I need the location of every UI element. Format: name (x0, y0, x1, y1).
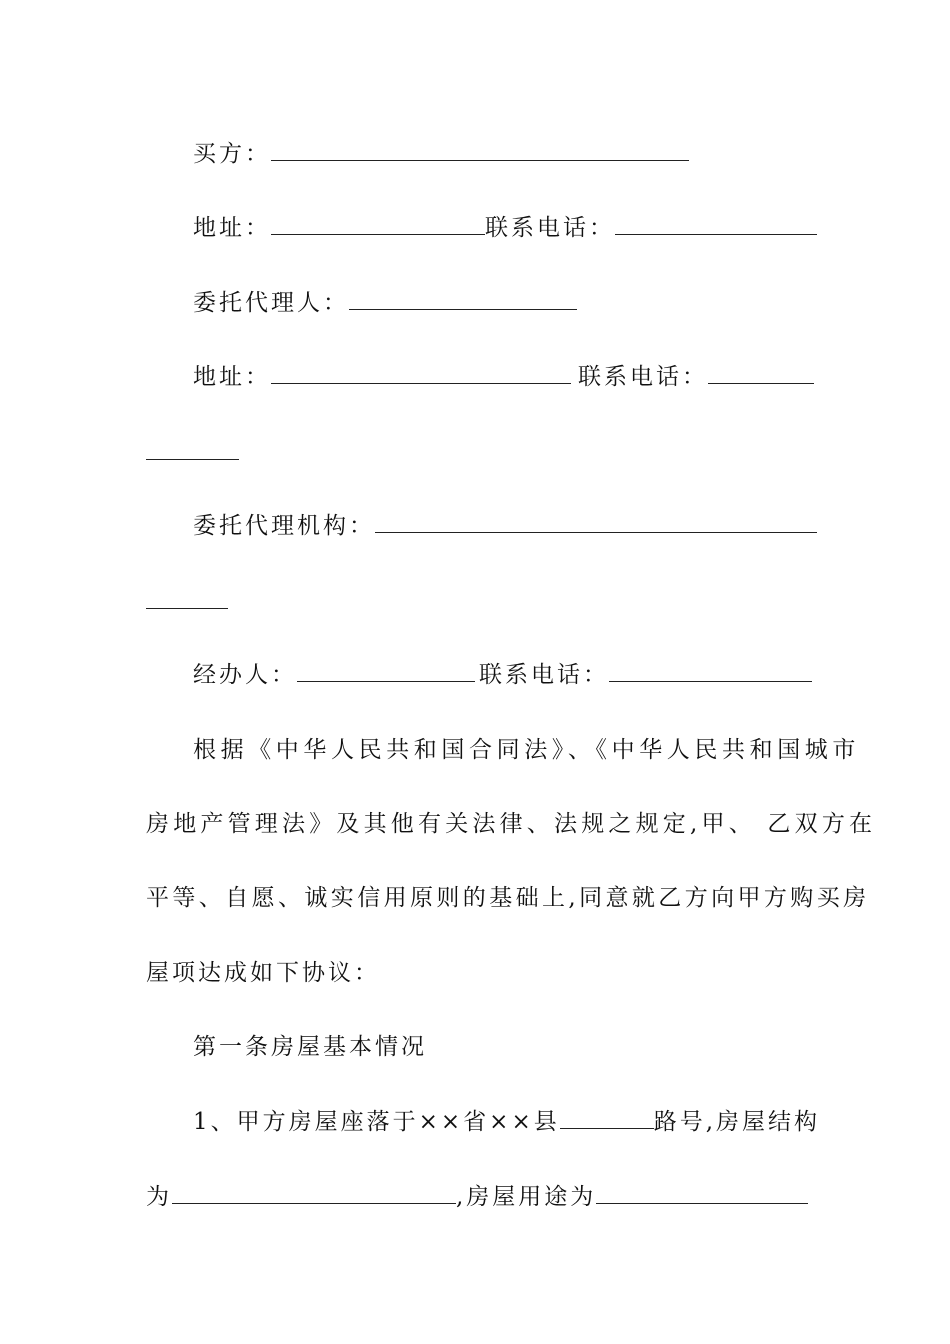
handler-phone-label: 联系电话： (479, 662, 609, 688)
agency-blank-continued[interactable] (146, 608, 228, 609)
agent-contact-line (193, 361, 571, 392)
agency-blank[interactable] (375, 510, 817, 533)
handler-blank[interactable] (297, 659, 475, 682)
intro-line-2: 房地产管理法》及其他有关法律、法规之规定,甲、 乙双方在 (146, 811, 877, 837)
handler-line (193, 659, 475, 690)
item-1-suffix: 路号,房屋结构 (653, 1109, 821, 1135)
structure-blank[interactable] (172, 1181, 456, 1204)
handler-label: 经办人： (193, 662, 297, 688)
article-1-item-1-line-2 (146, 1181, 808, 1212)
buyer-contact-line (193, 212, 817, 243)
usage-blank[interactable] (596, 1181, 808, 1204)
intro-line-1: 根据《中华人民共和国合同法》、《中华人民共和国城市 (193, 737, 860, 763)
agent-line (193, 287, 577, 318)
article-1-item-1 (193, 1106, 820, 1137)
agency-label: 委托代理机构： (193, 513, 375, 539)
handler-phone-blank[interactable] (609, 659, 812, 682)
road-blank[interactable] (560, 1106, 654, 1129)
agent-phone-label: 联系电话： (578, 364, 708, 390)
agency-line (193, 510, 817, 541)
structure-prefix: 为 (146, 1184, 172, 1210)
buyer-blank[interactable] (271, 138, 689, 161)
buyer-phone-blank[interactable] (615, 212, 817, 235)
handler-phone-line (479, 659, 812, 690)
buyer-address-blank[interactable] (271, 212, 485, 235)
agent-address-label: 地址： (193, 364, 271, 390)
item-1-prefix: 1、甲方房屋座落于××省××县 (193, 1109, 560, 1135)
usage-label: ,房屋用途为 (456, 1184, 597, 1210)
buyer-label: 买方： (193, 141, 271, 167)
article-1-heading: 第一条房屋基本情况 (193, 1034, 427, 1060)
agent-phone-line (578, 361, 814, 392)
agent-label: 委托代理人： (193, 290, 349, 316)
agent-phone-blank-continued[interactable] (146, 459, 239, 460)
intro-line-3: 平等、自愿、诚实信用原则的基础上,同意就乙方向甲方购买房 (146, 885, 870, 911)
buyer-address-label: 地址： (193, 215, 271, 241)
buyer-phone-label: 联系电话： (485, 215, 615, 241)
buyer-line (193, 138, 689, 169)
agent-blank[interactable] (349, 287, 577, 310)
intro-line-4: 屋项达成如下协议： (146, 960, 380, 986)
agent-address-blank[interactable] (271, 361, 571, 384)
agent-phone-blank[interactable] (708, 361, 814, 384)
